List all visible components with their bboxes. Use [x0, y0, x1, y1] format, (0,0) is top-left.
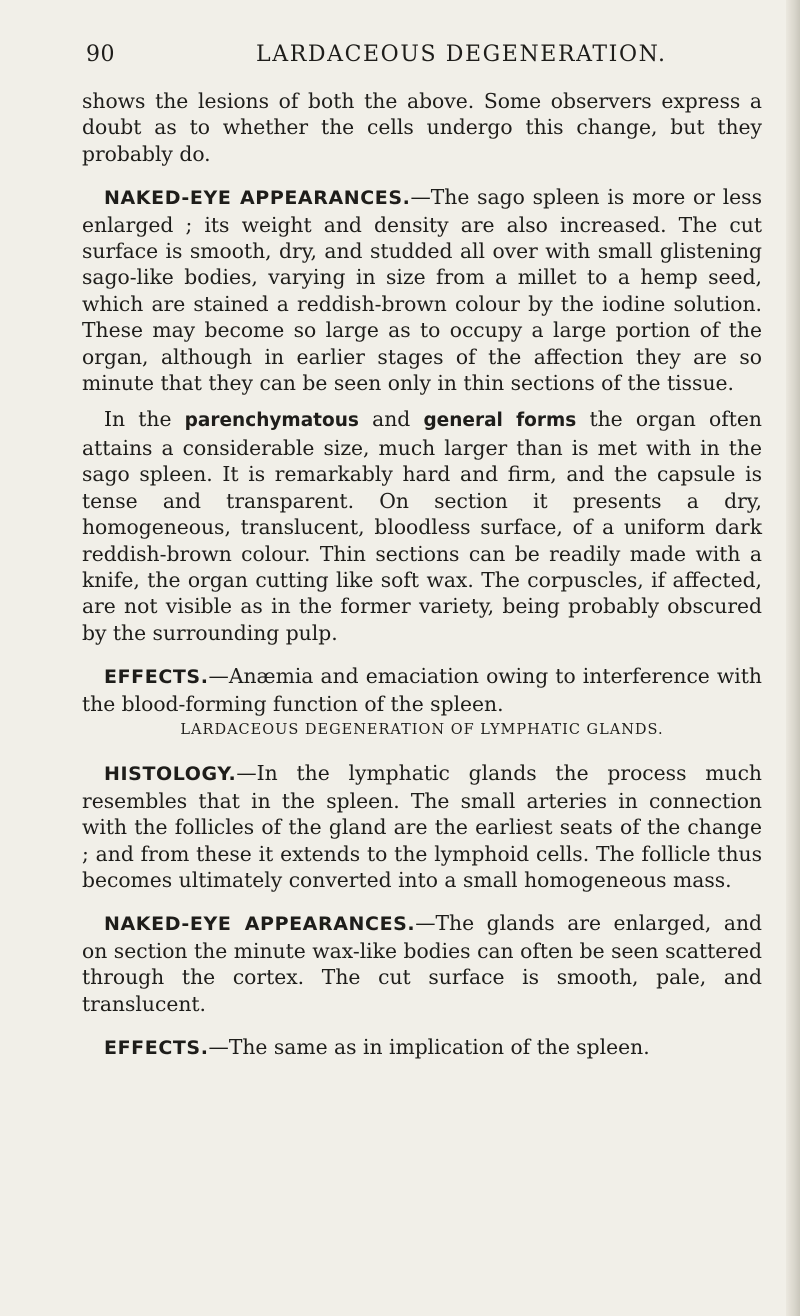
heading-effects: EFFECTS.	[104, 1037, 209, 1059]
page-number: 90	[86, 42, 115, 67]
paragraph-text: the organ often attains a considerable size, much larger than is met with in the sago spleen. It is remarkably hard and firm, and the capsule is tense and transparent. On section it presents a dry, homogeneous, translucent, bloodless surface, of a uniform dark reddish-brown colour. Thin sections can be readily made with a knife, the organ cutting like soft wax. The corpuscles, if affected, are not visible as in the former variety, being probably obscured by the surrounding pulp.	[82, 407, 762, 645]
heading-effects: EFFECTS.	[104, 666, 209, 689]
paragraph-and: and	[372, 407, 411, 432]
term-parenchymatous: parenchymatous	[184, 410, 359, 432]
paragraph-text: —Anæmia and emaciation owing to interference with the blood-forming function of the spleen.	[82, 664, 762, 716]
section-subheading: LARDACEOUS DEGENERATION OF LYMPHATIC GLANDS.	[180, 721, 664, 738]
page-header	[86, 42, 746, 82]
page-edge	[786, 0, 800, 1316]
paragraph-parenchymatous	[82, 406, 762, 646]
paragraph-text: —The same as in implication of the spleen.	[208, 1035, 650, 1059]
paragraph-effects-glands	[82, 1034, 762, 1061]
paragraph-text: —In the lymphatic glands the process much resembles that in the spleen. The small arteries in connection with the follicles of the gland are the earliest seats of the change ; and from these it extends to the lymphoid cells. The follicle thus becomes ultimately converted into a small homogeneous mass.	[82, 761, 762, 892]
paragraph-text: —The glands are enlarged, and on section the minute wax-like bodies can often be seen scattered through the cortex. The cut surface is smooth, pale, and translucent.	[82, 911, 762, 1016]
paragraph-naked-eye-glands	[82, 910, 762, 1017]
heading-histology: HISTOLOGY.	[104, 763, 237, 786]
body-text	[82, 88, 762, 1061]
paragraph-naked-eye-spleen	[82, 184, 762, 396]
paragraph-lead: In the	[104, 407, 172, 432]
term-general-forms: general forms	[423, 410, 577, 432]
paragraph-text: —The sago spleen is more or less enlarged ; its weight and density are also increased. The cut surface is smooth, dry, and studded all over with small glistening sago-like bodies, varying in size from a millet to a hemp seed, which are stained a reddish-brown colour by the iodine solution. These may become so large as to occupy a large portion of the organ, although in earlier stages of the affection they are so minute that they can be seen only in thin sections of the tissue.	[82, 185, 762, 396]
paragraph-effects-spleen	[82, 663, 762, 717]
heading-naked-eye-appearances: NAKED-EYE APPEARANCES.	[104, 913, 416, 936]
heading-naked-eye-appearances: NAKED-EYE APPEARANCES.	[104, 187, 411, 210]
paragraph-continuation: shows the lesions of both the above. Some observers express a doubt as to whether the cells undergo this change, but they probably do.	[82, 89, 762, 166]
paragraph-histology	[82, 760, 762, 893]
running-title: LARDACEOUS DEGENERATION.	[256, 42, 667, 67]
